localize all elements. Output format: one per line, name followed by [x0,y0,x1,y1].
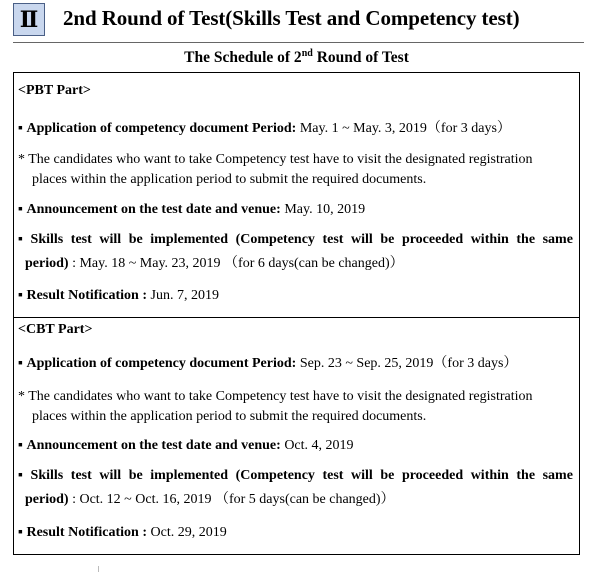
cbt-application-period: ▪ Application of competency document Period: Sep. 23 ~ Sep. 25, 2019（for 3 days） [18,356,518,371]
section-header [0,0,599,48]
bullet-icon: ▪ [18,121,23,136]
bullet-icon: ▪ [18,468,23,483]
pbt-note-line2: places within the application period to submit the required documents. [32,172,427,187]
bullet-icon: ▪ [18,288,23,303]
pbt-skills-test-line2: period) : May. 18 ~ May. 23, 2019 （for 6 days(can be changed)） [25,256,404,271]
pbt-application-period: ▪ Application of competency document Period: May. 1 ~ May. 3, 2019（for 3 days） [18,121,511,136]
cbt-part-cell [13,317,580,555]
cbt-note-line1: * The candidates who want to take Competency test have to visit the designated registration [18,389,533,404]
pbt-part-cell [13,72,580,317]
cbt-result-notification: ▪ Result Notification : Oct. 29, 2019 [18,525,227,540]
bullet-icon: ▪ [18,356,23,371]
cbt-part-label: <CBT Part> [18,322,93,337]
schedule-title: The Schedule of 2nd Round of Test [184,47,409,66]
section-number: Ⅱ [19,6,39,32]
bullet-icon: ▪ [18,202,23,217]
cbt-note-line2: places within the application period to submit the required documents. [32,409,427,424]
pbt-announcement: ▪ Announcement on the test date and venue: May. 10, 2019 [18,202,366,217]
bullet-icon: ▪ [18,525,23,540]
cbt-skills-test-line1: ▪ Skills test will be implemented (Competency test will be proceeded within the same [18,466,573,486]
asterisk-icon: * [18,152,25,167]
header-divider [13,42,584,43]
bullet-icon: ▪ [18,232,23,247]
cbt-skills-test-line2: period) : Oct. 12 ~ Oct. 16, 2019 （for 5 days(can be changed)） [25,492,395,507]
cbt-announcement: ▪ Announcement on the test date and venue: Oct. 4, 2019 [18,438,354,453]
page-edge-mark [98,566,99,572]
pbt-part-label: <PBT Part> [18,83,91,98]
section-title: 2nd Round of Test(Skills Test and Competency test) [63,6,520,30]
schedule-table [13,72,580,555]
asterisk-icon: * [18,389,25,404]
section-number-box [13,3,45,36]
bullet-icon: ▪ [18,438,23,453]
pbt-note-line1: * The candidates who want to take Competency test have to visit the designated registration [18,152,533,167]
pbt-result-notification: ▪ Result Notification : Jun. 7, 2019 [18,288,219,303]
pbt-skills-test-line1: ▪ Skills test will be implemented (Competency test will be proceeded within the same [18,230,573,250]
